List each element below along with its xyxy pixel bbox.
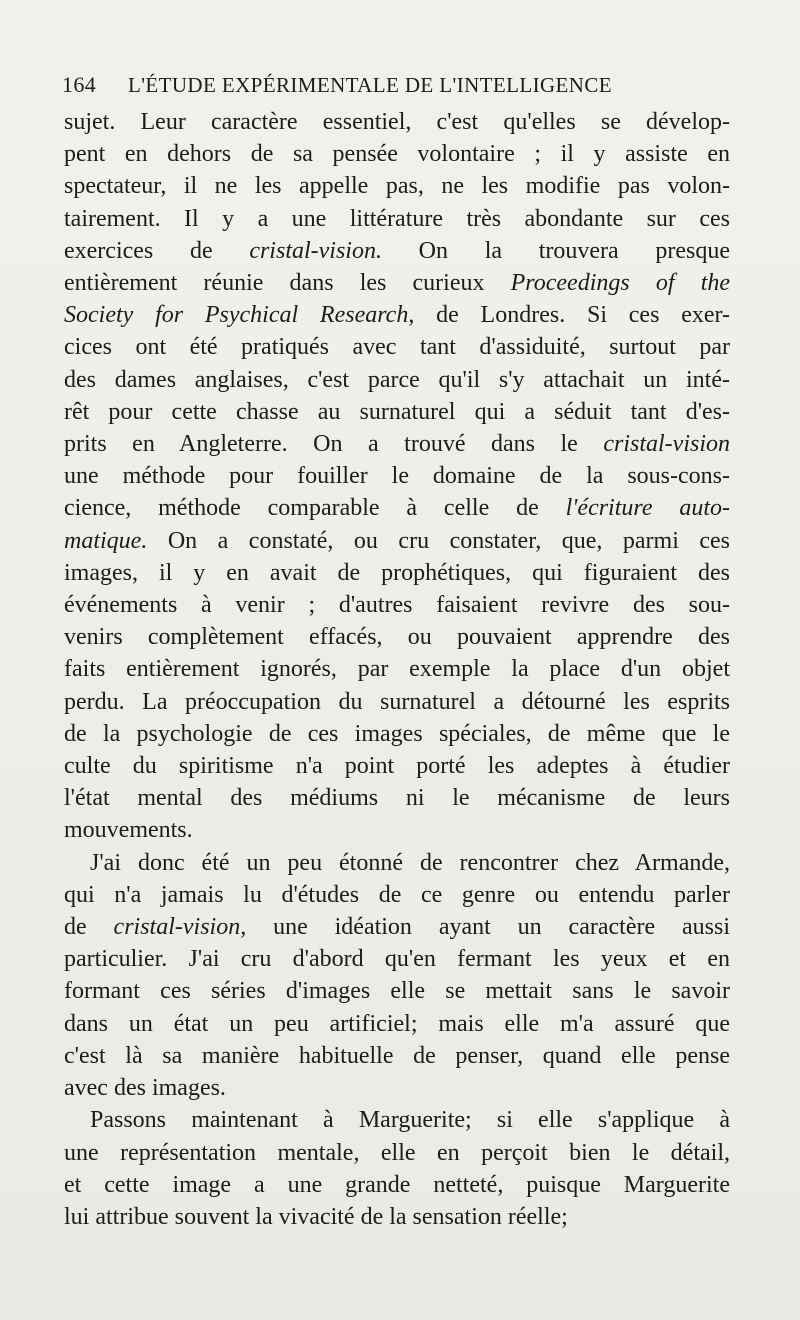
- text-run: images, il y en avait de prophétiques, qui figuraient des: [64, 559, 730, 586]
- text-run: dans un état un peu artificiel; mais elle m'a assuré que: [64, 1010, 730, 1037]
- text-line: [64, 589, 730, 621]
- text-line: [64, 718, 730, 750]
- text-run: venirs complètement effacés, ou pouvaient apprendre des: [64, 624, 730, 651]
- text-line: [64, 1040, 730, 1072]
- text-run: cices ont été pratiqués avec tant d'assiduité, surtout par: [64, 334, 730, 361]
- text-run: une représentation mentale, elle en perçoit bien le détail,: [64, 1139, 730, 1166]
- text-run: de: [64, 914, 114, 941]
- text-run: rêt pour cette chasse au surnaturel qui a séduit tant d'es-: [64, 398, 730, 425]
- text-line: [64, 106, 730, 138]
- text-line: [64, 138, 730, 170]
- paragraph: [64, 1104, 730, 1233]
- text-line: [64, 782, 730, 814]
- text-line: [64, 1137, 730, 1169]
- text-run: J'ai donc été un peu étonné de rencontrer chez Armande,: [90, 849, 730, 876]
- text-line: [64, 235, 730, 267]
- text-line: [64, 492, 730, 524]
- text-run: pent en dehors de sa pensée volontaire ; il y assiste en: [64, 141, 730, 168]
- text-run: particulier. J'ai cru d'abord qu'en fermant les yeux et en: [64, 946, 730, 973]
- text-line: [64, 428, 730, 460]
- text-line: [64, 750, 730, 782]
- text-line: [64, 653, 730, 685]
- text-line: [64, 879, 730, 911]
- text-line: [64, 364, 730, 396]
- italic-text: Society for Psychical Research,: [64, 302, 415, 329]
- text-line: [64, 1169, 730, 1201]
- text-run: Passons maintenant à Marguerite; si elle s'applique à: [90, 1107, 730, 1134]
- text-line: [64, 847, 730, 879]
- text-line: [64, 267, 730, 299]
- text-run: événements à venir ; d'autres faisaient revivre des sou-: [64, 592, 730, 619]
- text-run: des dames anglaises, c'est parce qu'il s'y attachait un inté-: [64, 366, 730, 393]
- text-line: [64, 1072, 730, 1104]
- text-run: faits entièrement ignorés, par exemple la place d'un objet: [64, 656, 730, 683]
- italic-text: matique.: [64, 527, 148, 554]
- text-line: [64, 203, 730, 235]
- body-text: [64, 106, 730, 1233]
- italic-text: Proceedings of the: [510, 270, 730, 297]
- text-run: sujet. Leur caractère essentiel, c'est qu'elles se dévelop-: [64, 109, 730, 135]
- text-run: entièrement réunie dans les curieux: [64, 270, 511, 297]
- running-title: L'ÉTUDE EXPÉRIMENTALE DE L'INTELLIGENCE: [128, 73, 612, 97]
- text-run: une idéation ayant un caractère aussi: [246, 914, 730, 941]
- page-number: 164: [62, 72, 97, 97]
- text-run: prits en Angleterre. On a trouvé dans le: [64, 431, 604, 458]
- text-run: qui n'a jamais lu d'études de ce genre ou entendu parler: [64, 881, 730, 908]
- text-line: [64, 1008, 730, 1040]
- text-run: spectateur, il ne les appelle pas, ne les modifie pas volon-: [64, 173, 730, 200]
- text-run: exercices de: [64, 237, 250, 264]
- text-run: l'état mental des médiums ni le mécanisme de leurs: [64, 785, 730, 812]
- text-run: une méthode pour fouiller le domaine de la sous-cons-: [64, 463, 730, 490]
- text-run: tairement. Il y a une littérature très abondante sur ces: [64, 205, 730, 232]
- text-run: et cette image a une grande netteté, puisque Marguerite: [64, 1171, 730, 1198]
- italic-text: cristal-vision.: [249, 237, 382, 264]
- text-run: de la psychologie de ces images spéciales, de même que le: [64, 720, 730, 747]
- text-run: avec des images.: [64, 1075, 226, 1102]
- text-line: [64, 170, 730, 202]
- text-line: [64, 1104, 730, 1136]
- text-run: On a constaté, ou cru constater, que, parmi ces: [147, 527, 730, 554]
- text-line: [64, 299, 730, 331]
- text-run: On la trouvera presque: [381, 237, 730, 264]
- text-line: [64, 686, 730, 718]
- text-run: de Londres. Si ces exer-: [414, 302, 730, 329]
- text-line: [64, 621, 730, 653]
- text-line: [64, 911, 730, 943]
- text-run: lui attribue souvent la vivacité de la sensation réelle;: [64, 1203, 568, 1230]
- italic-text: cristal-vision: [603, 431, 730, 458]
- text-run: mouvements.: [64, 817, 193, 844]
- text-line: [64, 525, 730, 557]
- paragraph: [64, 847, 730, 1105]
- running-head: [62, 72, 730, 98]
- text-run: cience, méthode comparable à celle de: [64, 495, 566, 522]
- text-line: [64, 396, 730, 428]
- italic-text: cristal-vision,: [113, 914, 247, 941]
- text-line: [64, 814, 730, 846]
- text-line: [64, 943, 730, 975]
- text-line: [64, 557, 730, 589]
- text-line: [64, 331, 730, 363]
- text-run: c'est là sa manière habituelle de penser, quand elle pense: [64, 1042, 730, 1069]
- text-run: formant ces séries d'images elle se mettait sans le savoir: [64, 978, 730, 1005]
- italic-text: l'écriture auto-: [565, 495, 730, 522]
- text-run: perdu. La préoccupation du surnaturel a détourné les esprits: [64, 688, 730, 715]
- text-line: [64, 460, 730, 492]
- text-run: culte du spiritisme n'a point porté les adeptes à étudier: [64, 753, 730, 780]
- text-line: [64, 975, 730, 1007]
- text-line: [64, 1201, 730, 1233]
- paragraph: [64, 106, 730, 847]
